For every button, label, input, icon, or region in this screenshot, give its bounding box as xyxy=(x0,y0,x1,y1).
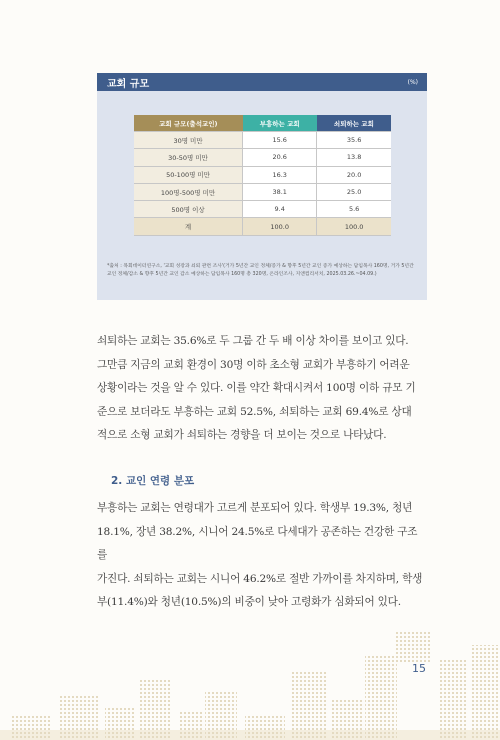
text-line: 가진다. 쇠퇴하는 교회는 시니어 46.2%로 절반 가까이를 차지하며, 학생 xyxy=(97,572,423,585)
table-cell: 50-100명 미만 xyxy=(134,166,243,183)
text-line: 그만큼 지금의 교회 환경이 30명 이하 초소형 교회가 부흥하기 어려운 xyxy=(97,358,410,371)
table-cell: 38.1 xyxy=(243,183,317,200)
table-header-row xyxy=(134,115,391,132)
table-cell: 100.0 xyxy=(243,218,317,235)
text-line: 부흥하는 교회는 연령대가 고르게 분포되어 있다. 학생부 19.3%, 청년 xyxy=(97,502,413,514)
page-number: 15 xyxy=(412,662,426,675)
table-cell: 25.0 xyxy=(317,183,391,200)
table-row xyxy=(134,132,391,149)
body-paragraph xyxy=(97,330,427,448)
table-cell: 5.6 xyxy=(317,201,391,218)
text-line: 18.1%, 장년 38.2%, 시니어 24.5%로 다세대가 공존하는 건강한 구조를 xyxy=(97,525,418,561)
column-header-growing: 부흥하는 교회 xyxy=(243,115,317,132)
table-cell: 13.8 xyxy=(317,149,391,166)
info-box xyxy=(97,73,427,300)
text-line: 상황이라는 것을 알 수 있다. 이를 약간 확대시켜서 100명 이하 규모 기 xyxy=(97,382,416,394)
info-box-header xyxy=(97,73,427,91)
column-header-declining: 쇠퇴하는 교회 xyxy=(317,115,391,132)
source-note: *출처 : 목회데이터연구소, '교회 성장과 쇠퇴 관련 조사'(거가 5년간 교인 정체/증가 & 향후 5년간 교인 증가 예상하는 담임목사 160명, 거가 5년간 교인 정체/감소 & 향후 5년간 교인 감소 예상하는 담임목사 160명 총 320명, 온라인조사, 지앤컴리서치, 2025.03.26.~04.09.) xyxy=(107,264,414,277)
table-cell: 30-50명 미만 xyxy=(134,149,243,166)
table-cell: 30명 미만 xyxy=(134,132,243,149)
table-cell: 20.6 xyxy=(243,149,317,166)
text-line: 쇠퇴하는 교회는 35.6%로 두 그룹 간 두 배 이상 차이를 보이고 있다. xyxy=(97,335,409,347)
table-cell: 20.0 xyxy=(317,166,391,183)
table-row xyxy=(134,201,391,218)
table-cell: 15.6 xyxy=(243,132,317,149)
table-cell: 500명 이상 xyxy=(134,201,243,218)
table-total-row xyxy=(134,218,391,235)
table-row xyxy=(134,183,391,200)
table-cell: 계 xyxy=(134,218,243,235)
table-cell: 100.0 xyxy=(317,218,391,235)
text-line: 부(11.4%)와 청년(10.5%)의 비중이 낮아 고령화가 심화되어 있다. xyxy=(97,596,401,608)
city-skyline-decoration xyxy=(0,620,500,740)
table-cell: 100명-500명 미만 xyxy=(134,183,243,200)
body-paragraph xyxy=(97,497,427,615)
section-heading: 2. 교인 연령 분포 xyxy=(111,475,195,487)
text-line: 적으로 소형 교회가 쇠퇴하는 경향을 더 보이는 것으로 나타났다. xyxy=(97,429,387,441)
table-row xyxy=(134,149,391,166)
table-cell: 16.3 xyxy=(243,166,317,183)
column-header-size: 교회 규모(출석교인) xyxy=(134,115,243,132)
table-cell: 9.4 xyxy=(243,201,317,218)
text-line: 준으로 보더라도 부흥하는 교회 52.5%, 쇠퇴하는 교회 69.4%로 상대 xyxy=(97,405,412,418)
unit-label: (%) xyxy=(407,78,418,86)
info-box-title: 교회 규모 xyxy=(107,78,150,90)
table-cell: 35.6 xyxy=(317,132,391,149)
church-size-table xyxy=(134,115,391,236)
table-row xyxy=(134,166,391,183)
